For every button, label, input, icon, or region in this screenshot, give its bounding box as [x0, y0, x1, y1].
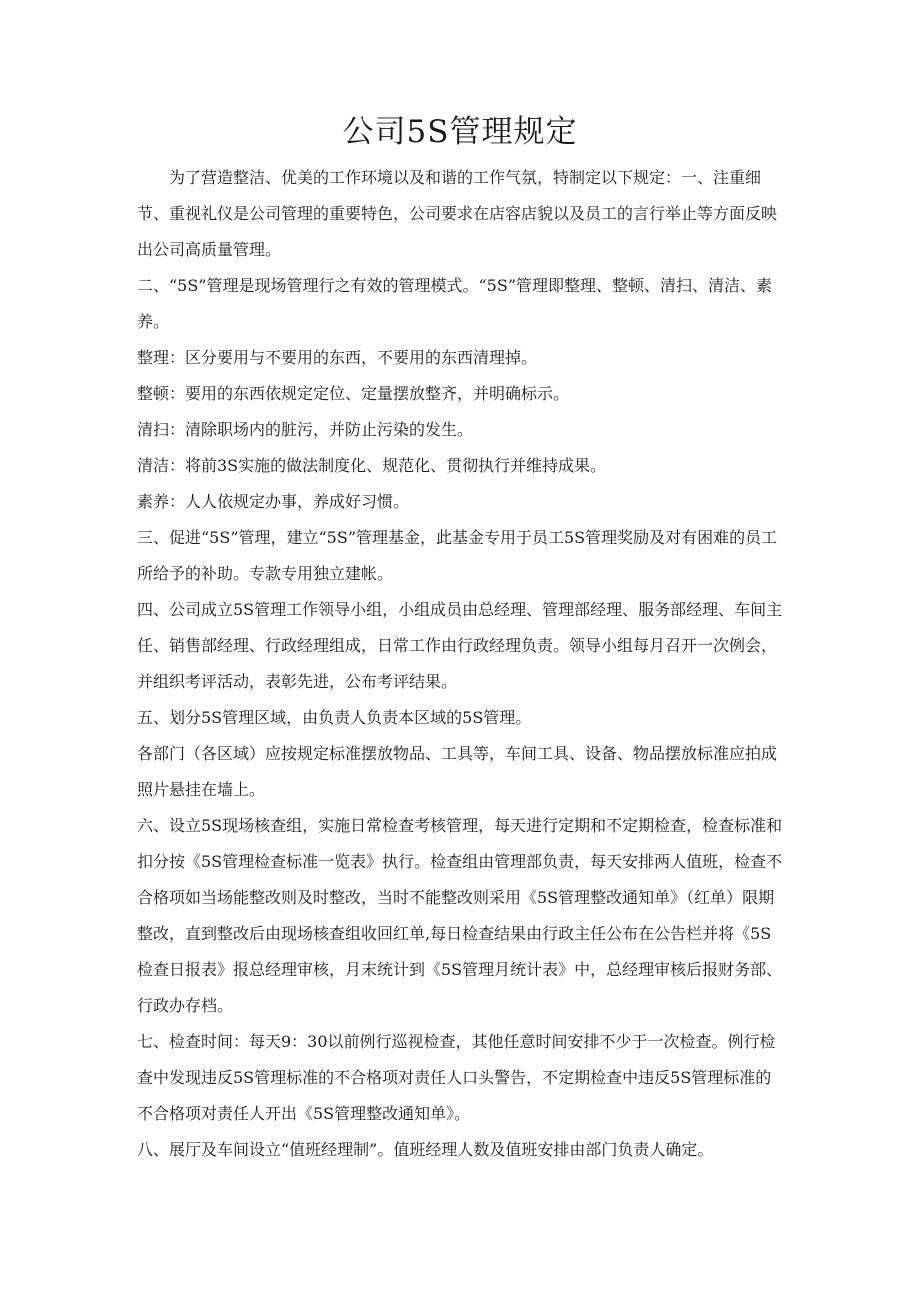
paragraph-section-4: 四、公司成立5S管理工作领导小组，小组成员由总经理、管理部经理、服务部经理、车间主任、销售部经理、行政经理组成，日常工作由行政经理负责。领导小组每月召开一次例会，并组织考评活动，表彰先进，公布考评结果。	[137, 600, 783, 691]
paragraph-intro: 为了营造整洁、优美的工作环境以及和谐的工作气氛，特制定以下规定：一、注重细节、重视礼仪是公司管理的重要特色，公司要求在店容店貌以及员工的言行举止等方面反映出公司高质量管理。	[137, 168, 778, 259]
paragraph-seiso: 清扫：清除职场内的脏污，并防止污染的发生。	[137, 420, 474, 439]
paragraph-section-5: 五、划分5S管理区域，由负责人负责本区域的5S管理。	[137, 708, 532, 727]
paragraph-section-7: 七、检查时间：每天9：30以前例行巡视检查，其他任意时间安排不少于一次检查。例行检查中发现违反5S管理标准的不合格项对责任人口头警告，不定期检查中违反5S管理标准的不合格项对责任人开出《5S管理整改通知单》。	[137, 1032, 776, 1123]
paragraph-shitsuke: 素养：人人依规定办事，养成好习惯。	[137, 492, 410, 511]
paragraph-seiri: 整理：区分要用与不要用的东西，不要用的东西清理掉。	[137, 348, 538, 367]
paragraph-section-8: 八、展厅及车间设立“值班经理制”。值班经理人数及值班安排由部门负责人确定。	[137, 1140, 714, 1159]
paragraph-seiketsu: 清洁：将前3S实施的做法制度化、规范化、贯彻执行并维持成果。	[137, 456, 607, 475]
document-title: 公司5S管理规定	[342, 114, 578, 150]
paragraph-section-2: 二、“5S”管理是现场管理行之有效的管理模式。“5S”管理即整理、整顿、清扫、清洁、素养。	[137, 276, 773, 331]
paragraph-section-5-detail: 各部门（各区域）应按规定标准摆放物品、工具等，车间工具、设备、物品摆放标准应拍成照片悬挂在墙上。	[137, 744, 778, 799]
paragraph-seiton: 整顿：要用的东西依规定定位、定量摆放整齐，并明确标示。	[137, 384, 570, 403]
paragraph-section-6: 六、设立5S现场核查组，实施日常检查考核管理，每天进行定期和不定期检查，检查标准和扣分按《5S管理检查标准一览表》执行。检查组由管理部负责，每天安排两人值班，检查不合格项如当场能整改则及时整改，当时不能整改则采用《5S管理整改通知单》（红单）限期整改，直到整改后由现场核查组收回红单,每日检查结果由行政主任公布在公告栏并将《5S检查日报表》报总经理审核，月末统计到《5S管理月统计表》中，总经理审核后报财务部、行政办存档。	[137, 816, 783, 1015]
document-body	[137, 160, 787, 1168]
paragraph-section-3: 三、促进“5S”管理，建立“5S”管理基金，此基金专用于员工5S管理奖励及对有困难的员工所给予的补助。专款专用独立建帐。	[137, 528, 778, 583]
